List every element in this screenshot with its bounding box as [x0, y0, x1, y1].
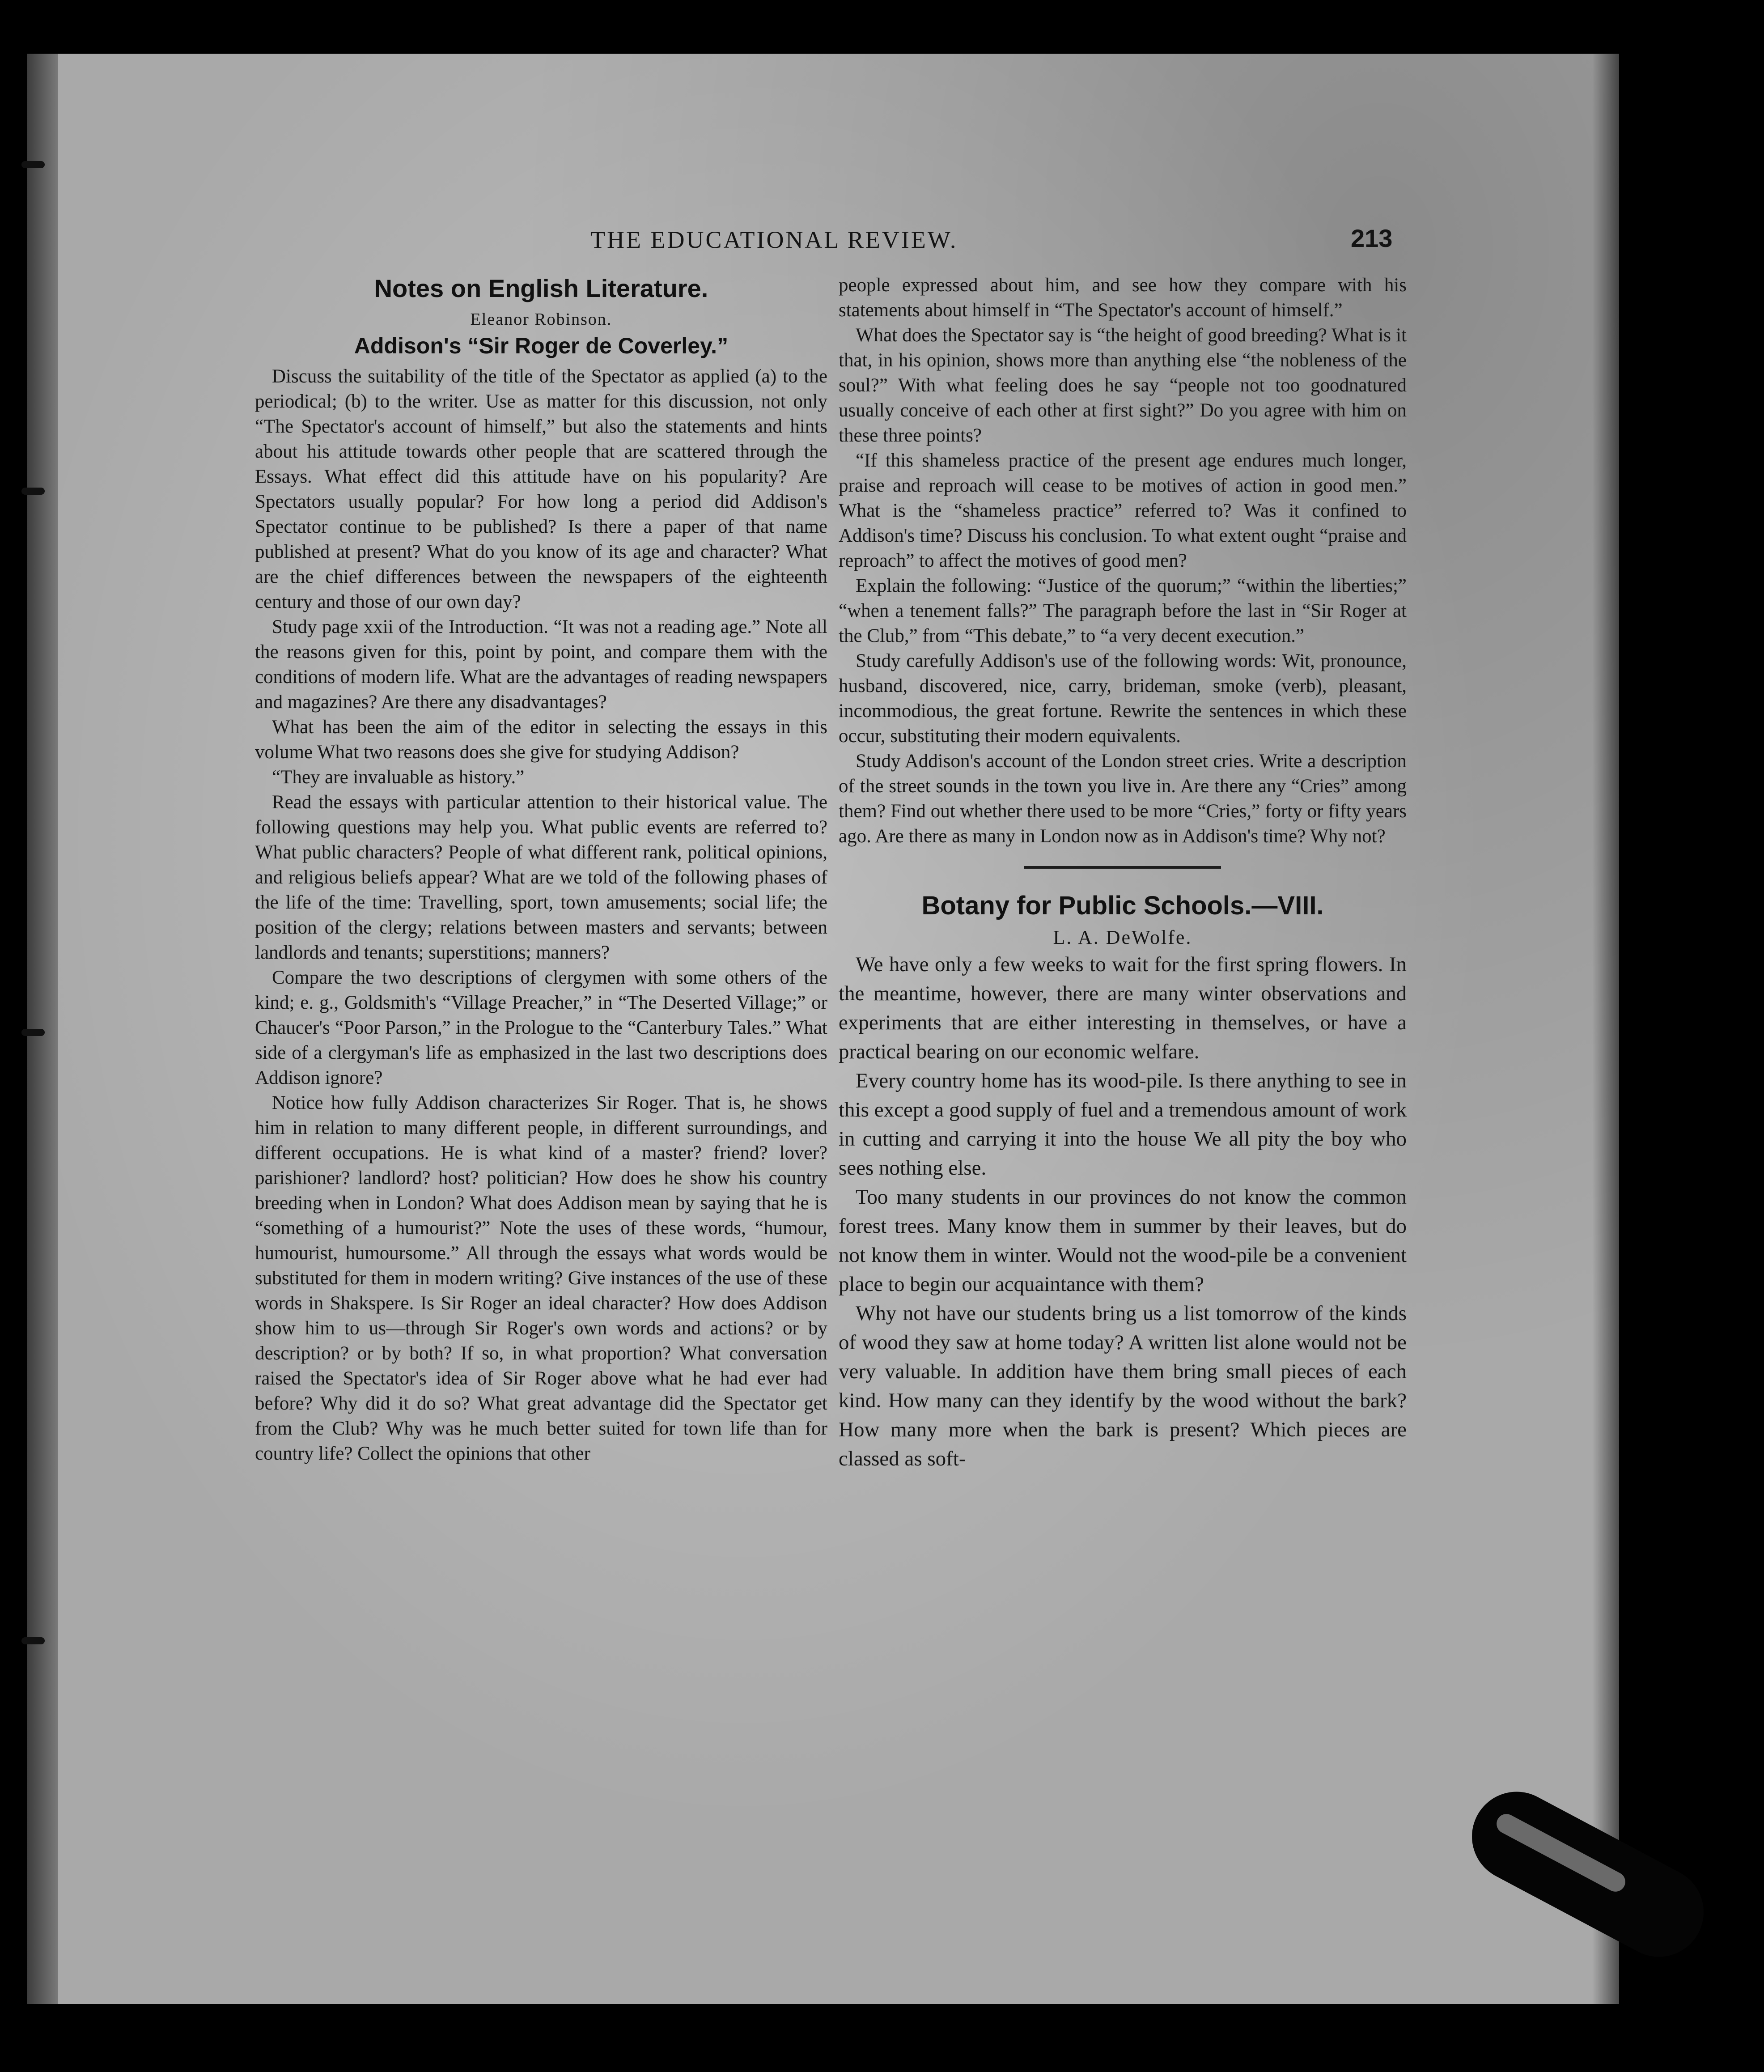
paragraph: “If this shameless practice of the present age endures much longer, praise and reproach will cease to be motives of action in good men.” What is the “shameless practice” referred to? Was it confined to Addison's time? Discuss his conclusion. To what extent ought “praise and reproach” to affect the motives of good men? — [839, 450, 1407, 571]
paragraph: Too many students in our provinces do not know the common forest trees. Many know them in summer by their leaves, but do not know them in winter. Would not the wood-pile be a convenient place to begin our acquaintance with them? — [839, 1185, 1407, 1296]
article-author: Eleanor Robinson. — [470, 310, 612, 329]
paragraph: Why not have our students bring us a list tomorrow of the kinds of wood they saw at home today? A written list alone would not be very valuable. In addition have them bring small pieces of each kind. How many can they identify by the wood without the bark? How many more when the bark is present? Which pieces are classed as soft- — [839, 1302, 1407, 1470]
page-number: 213 — [1351, 224, 1393, 252]
botany-author: L. A. DeWolfe. — [1053, 926, 1192, 948]
article-subtitle: Addison's “Sir Roger de Coverley.” — [354, 333, 729, 358]
binding-stitch — [21, 161, 45, 168]
section-divider — [1024, 866, 1221, 869]
paragraph: We have only a few weeks to wait for the first spring flowers. In the meantime, however, there are many winter observations and experiments that are either interesting in themselves, or have a practical bearing on our economic welfare. — [839, 953, 1407, 1063]
binding-stitch — [21, 1637, 45, 1644]
paragraph: What has been the aim of the editor in selecting the essays in this volume What two reasons does she give for studying Addison? — [255, 717, 827, 763]
paragraph: What does the Spectator say is “the height of good breeding? What is it that, in his opinion, shows more than anything else “the nobleness of the soul?” With what feeling does he say “people not too goodnatured usually conceive of each other at first sight?” Do you agree with him on these three points? — [839, 325, 1407, 446]
botany-body — [839, 950, 1407, 1473]
left-column — [255, 273, 827, 1466]
paragraph: Every country home has its wood-pile. Is there anything to see in this except a good supply of fuel and a tremendous amount of work in cutting and carrying it into the house We all pity the boy who sees nothing else. — [839, 1069, 1407, 1180]
right-column — [839, 273, 1407, 1473]
botany-title: Botany for Public Schools.—VIII. — [921, 891, 1324, 920]
article-title: Notes on English Literature. — [374, 274, 708, 302]
paragraph: Study Addison's account of the London street cries. Write a description of the street sounds in the town you live in. Are there any “Cries” among them? Find out whether there used to be more “Cries,” forty or fifty years ago. Are there as many in London now as in Addison's time? Why not? — [839, 751, 1407, 847]
paragraph: Study carefully Addison's use of the following words: Wit, pronounce, husband, discovered, nice, carry, brideman, smoke (verb), pleasant, incommodious, the great fortune. Rewrite the sentences in which these occur, substituting their modern equivalents. — [839, 650, 1407, 747]
paragraph: people expressed about him, and see how they compare with his statements about himself in “The Spectator's account of himself.” — [839, 275, 1407, 321]
page-edge-shadow — [1592, 54, 1619, 2004]
paragraph: Explain the following: “Justice of the quorum;” “within the liberties;” “when a tenement falls?” The paragraph before the last in “Sir Roger at the Club,” from “This debate,” to “a very decent execution.” — [839, 575, 1407, 646]
paragraph: Read the essays with particular attention to their historical value. The following questions may help you. What public events are referred to? What public characters? People of what different rank, political opinions, and religious beliefs appear? What are we told of the following phases of the life of the time: Travelling, sport, town amusements; social life; the position of the clergy; relations between masters and servants; between landlords and tenants; superstitions; manners? — [255, 792, 827, 963]
running-head: THE EDUCATIONAL REVIEW. — [590, 226, 958, 253]
binding-stitch — [21, 488, 45, 495]
paragraph: Notice how fully Addison characterizes Sir Roger. That is, he shows him in relation to many different people, in different surroundings, and different occupations. He is what kind of a master? friend? lover? parishioner? landlord? host? politician? How does he show his country breeding when in London? What does Addison mean by saying that he is “something of a humourist?” Note the uses of these words, “humour, humourist, humoursome.” All through the essays what words would be substituted for them in modern writing? Give instances of the use of these words in Shakspere. Is Sir Roger an ideal character? How does Addison show him to us—through Sir Roger's own words and actions? or by description? or by both? If so, in what proportion? What conversation raised the Spectator's idea of Sir Roger above what he had ever had before? Why did it do so? What great advantage did the Spectator get from the Club? Why was he much better suited for town life than for country life? Collect the opinions that other — [255, 1092, 827, 1464]
paragraph: Compare the two descriptions of clergymen with some others of the kind; e. g., Goldsmith's “Village Preacher,” in “The Deserted Village;” or Chaucer's “Poor Parson,” in the Prologue to the “Canterbury Tales.” What side of a clergyman's life as emphasized in the last two descriptions does Addison ignore? — [255, 967, 827, 1088]
paragraph: Discuss the suitability of the title of the Spectator as applied (a) to the periodical; (b) to the writer. Use as matter for this discussion, not only “The Spectator's account of himself,” but also the statements and hints about his attitude towards other people that are scattered through the Essays. What effect did this attitude have on his popularity? Are Spectators usually popular? For how long a period did Addison's Spectator continue to be published? Is there a paper of that name published at present? What do you know of its age and character? What are the chief differences between the newspapers of the eighteenth century and those of our own day? — [255, 366, 827, 612]
paragraph: “They are invaluable as history.” — [272, 767, 525, 788]
paragraph: Study page xxii of the Introduction. “It was not a reading age.” Note all the reasons given for this, point by point, and compare them with the conditions of modern life. What are the advantages of reading newspapers and magazines? Are there any disadvantages? — [255, 616, 827, 713]
binding-stitch — [21, 1029, 45, 1036]
